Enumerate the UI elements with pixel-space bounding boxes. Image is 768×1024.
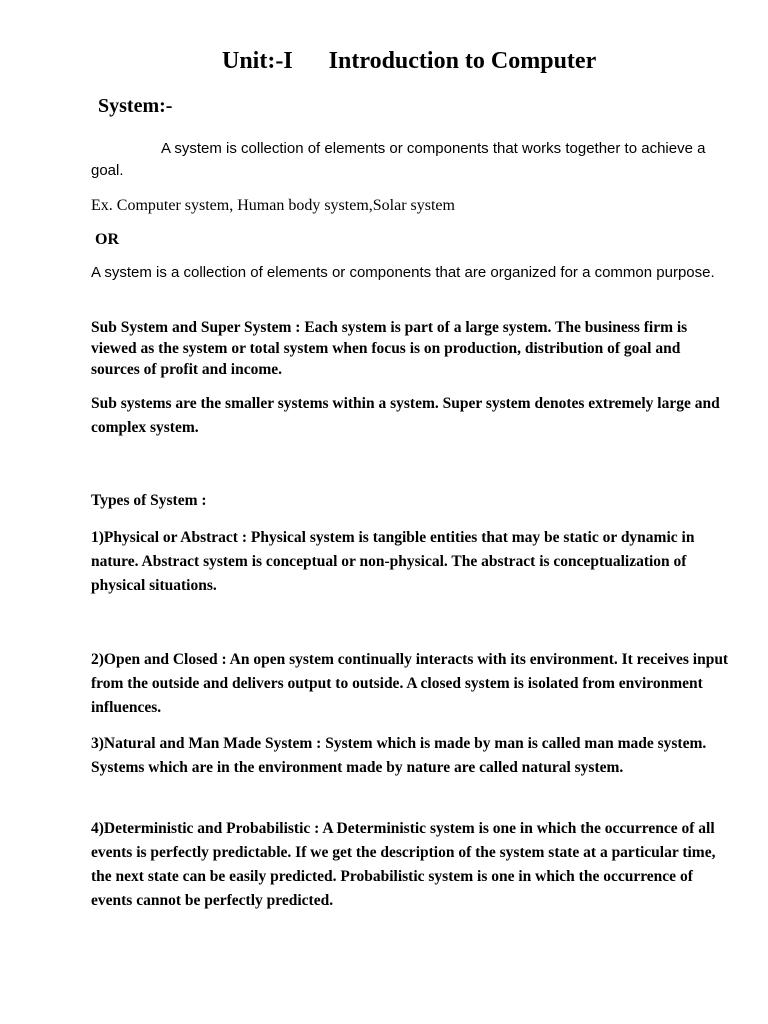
paragraph-type-2: 2)Open and Closed : An open system continually interacts with its environment. It receives input from the outside and delivers output to outside. A closed system is isolated from environment influences. xyxy=(91,651,729,716)
section-heading-types: Types of System : xyxy=(91,492,207,509)
paragraph-sub-systems: Sub systems are the smaller systems within a system. Super system denotes extremely large and complex system. xyxy=(91,395,720,436)
paragraph-type-4: 4)Deterministic and Probabilistic : A Deterministic system is one in which the occurrence of all events is perfectly predictable. If we get the description of the system state at a particular time, the next state can be easily predicted. Probabilistic system is one in which the occurrence of events cannot be perfectly predicted. xyxy=(91,820,716,909)
section-heading-system: System:- xyxy=(98,95,173,117)
page-title: Unit:-I Introduction to Computer xyxy=(222,48,597,74)
paragraph-definition-1: A system is collection of elements or components that works together to achieve a goal. xyxy=(91,140,706,179)
paragraph-type-3: 3)Natural and Man Made System : System which is made by man is called man made system. Systems which are in the environment made by nature are called natural system. xyxy=(91,735,707,776)
paragraph-definition-2: A system is a collection of elements or components that are organized for a common purpose. xyxy=(91,264,715,281)
paragraph-example: Ex. Computer system, Human body system,Solar system xyxy=(91,197,455,214)
paragraph-sub-super-system: Sub System and Super System : Each system is part of a large system. The business firm is viewed as the system or total system when focus is on production, distribution of goal and sources of profit and income. xyxy=(91,319,688,378)
paragraph-type-1: 1)Physical or Abstract : Physical system is tangible entities that may be static or dynamic in nature. Abstract system is conceptual or non-physical. The abstract is conceptualization of physical situations. xyxy=(91,529,695,594)
or-separator: OR xyxy=(95,231,119,248)
